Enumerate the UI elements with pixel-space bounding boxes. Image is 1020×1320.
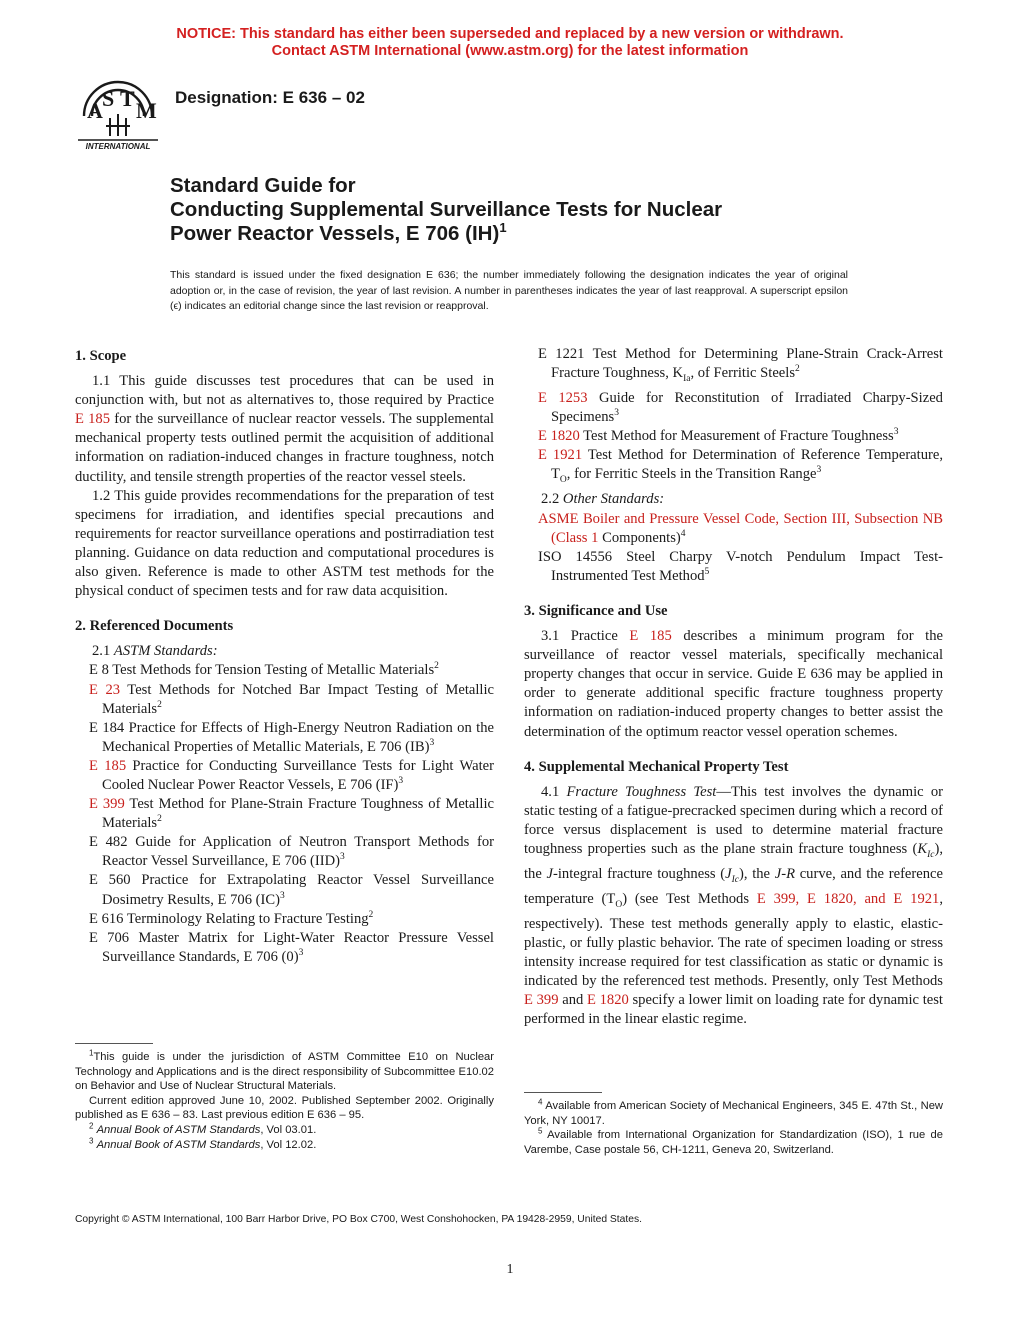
ref-e560: E 560 Practice for Extrapolating Reactor Vessel Surveillance Dosimetry Results, E 706 (IC)$^3$: [89, 872, 494, 908]
ref-e482: E 482 Guide for Application of Neutron Transport Methods for Reactor Vessel Surveillance, E 706 (IID)$^3$: [89, 834, 494, 870]
footnote-1: $^1$This guide is under the jurisdiction of ASTM Committee E10 on Nuclear Technology and Applications and is the direct responsibility of Subcommittee E10.02 on Behavior and Use of Nuclear Structural Materials.: [75, 1048, 494, 1093]
ref-e706: E 706 Master Matrix for Light-Water Reactor Pressure Vessel Surveillance Standards, E 706 $(0)^3$: [89, 929, 494, 965]
test-methods-link[interactable]: E 399, E 1820, and E 1921: [756, 890, 940, 907]
ref-e8: E 8 Test Methods for Tension Testing of Metallic Materials$^2$: [89, 661, 439, 679]
e185-ref-link[interactable]: E 185: [89, 757, 127, 774]
ref-e1820: E 1820 Test Method for Measurement of Fracture Toughness$^3$: [538, 427, 899, 445]
e185-significance-link[interactable]: E 185: [629, 628, 672, 645]
significance-heading: 3. Significance and Use: [524, 602, 668, 619]
e1253-link[interactable]: E 1253: [538, 390, 588, 407]
scope-heading: 1. Scope: [75, 348, 127, 364]
supplemental-heading: 4. Supplemental Mechanical Property Test: [524, 758, 789, 775]
ref-iso: ISO 14556 Steel Charpy V-notch Pendulum Impact Test-Instrumented Test Method$^5$: [538, 548, 943, 584]
astm-logo: [72, 76, 164, 152]
significance-para: 3.1 Practice E 185 describes a minimum program for the surveillance of reactor vessel materials, specifically mechanical property changes that occur in service. Guide E 636 may be applied in order to generate additional specific fracture toughness property information on radiation-induced property changes to better assist the determination of the optimum reactor vessel operation schemes.: [524, 628, 943, 740]
footnote-divider: [75, 1043, 153, 1044]
footnote-5: $^5$ Available from International Organization for Standardization (ISO), 1 rue de Varembe, Case postale 56, CH-1211, Geneva 20, Switzerland.: [524, 1126, 943, 1156]
e23-link[interactable]: E 23: [89, 681, 121, 698]
footnote-3: $^3$ Annual Book of ASTM Standards, Vol 12.02.: [89, 1135, 317, 1151]
title-footnote-mark: 1: [499, 220, 507, 236]
e1921-link[interactable]: E 1921: [538, 447, 583, 464]
e1820-link[interactable]: E 1820: [538, 428, 580, 445]
ref-e616: E 616 Terminology Relating to Fracture Testing$^2$: [89, 909, 374, 927]
notice-line-1: NOTICE: This standard has either been superseded and replaced by a new version or withdrawn.: [176, 26, 844, 42]
copyright: Copyright © ASTM International, 100 Barr Harbor Drive, PO Box C700, West Conshohocken, PA 19428-2959, United States.: [75, 1214, 642, 1225]
notice-line-2[interactable]: Contact ASTM International (www.astm.org) for the latest information: [271, 43, 749, 59]
astm-standards-label: 2.1 ASTM Standards:: [92, 643, 218, 660]
scope-para-2: 1.2 This guide provides recommendations for the preparation of test specimens for irradiation, and identifies special precautions and requirements for reactor surveillance operations and postirradiation test planning. Guidance on data reduction and computational procedures is also given. Reference is made to other ASTM test methods for the physical conduct of specimen tests and for raw data acquisition.: [75, 487, 494, 600]
ref-e185: E 185 Practice for Conducting Surveillance Tests for Light Water Cooled Nuclear Power Reactor Vessels, E 706 (IF)$^3$: [89, 757, 494, 793]
footnotes-right: [524, 1092, 943, 1157]
right-column: [524, 345, 943, 1030]
ref-e1221: E 1221 Test Method for Determining Plane-Strain Crack-Arrest Fracture Toughness, $K_{Ia}$, of Ferritic Steels$^2$: [538, 346, 943, 384]
document-title: [170, 174, 870, 246]
other-standards-label: 2.2 Other Standards:: [541, 491, 665, 508]
left-column: [75, 345, 494, 967]
footnote-2: $^2$ Annual Book of ASTM Standards, Vol 03.01.: [89, 1121, 317, 1136]
fracture-toughness-para: 4.1 Fracture Toughness Test—This test involves the dynamic or static testing of a fatigue-precracked specimen during which a record of force versus displacement is used to determine material fracture toughness properties such as the plane strain fracture toughness $(K_{Ic})$, the J-integral fracture toughness $(J_{Ic})$, the J-R curve, and the reference temperature $(T_O)$ (see Test Methods E 399, E 1820, and E 1921, respectively). These test methods generally apply to elastic, elastic-plastic, or fully plastic behavior. The rate of specimen loading or stress intensity increase required for test classification as static or dynamic is indicated by the referenced test methods. Presently, only Test Methods E 399 and E 1820 specify a lower limit on loading rate for dynamic test performed in the linear elastic regime.: [524, 783, 944, 1028]
e1820-text-link[interactable]: E 1820: [586, 992, 629, 1009]
e399-text-link[interactable]: E 399: [524, 992, 559, 1009]
svg-text:M: M: [136, 98, 157, 123]
ref-e23: E 23 Test Methods for Notched Bar Impact Testing of Metallic Materials$^2$: [89, 681, 494, 717]
designation: Designation: E 636 – 02: [175, 88, 365, 107]
referenced-heading: 2. Referenced Documents: [75, 618, 234, 635]
e185-link[interactable]: E 185: [75, 411, 111, 428]
svg-text:T: T: [120, 86, 135, 111]
footnote-4: $^4$ Available from American Society of Mechanical Engineers, 345 E. 47th St., New York, NY 10017.: [524, 1097, 943, 1127]
ref-e399: E 399 Test Method for Plane-Strain Fracture Toughness of Metallic Materials$^2$: [89, 796, 494, 832]
ref-e1253: E 1253 Guide for Reconstitution of Irradiated Charpy-Sized Specimens$^3$: [538, 390, 943, 426]
page-number: 1: [506, 1262, 514, 1277]
footnotes-left: [75, 1043, 494, 1152]
svg-text:A: A: [87, 98, 103, 123]
e399-link[interactable]: E 399: [89, 796, 125, 813]
title-line-3: Power Reactor Vessels, E 706 (IH): [170, 222, 500, 245]
title-line-1: Standard Guide for: [170, 174, 356, 197]
ref-e184: E 184 Practice for Effects of High-Energy Neutron Radiation on the Mechanical Properties of Metallic Materials, E 706 (IB)$^3$: [89, 719, 494, 755]
asme-link[interactable]: ASME Boiler and Pressure Vessel Code, Section III, Subsection NB (Class 1: [538, 510, 943, 546]
footnote-divider-right: [524, 1092, 602, 1093]
issue-note: This standard is issued under the fixed designation E 636; the number immediately following the designation indicates the year of original adoption or, in the case of revision, the year of last revision. A number in parentheses indicates the year of last reapproval. A superscript epsilon (ϵ) indicates an editorial change since the last revision or reapproval.: [170, 269, 848, 312]
svg-text:S: S: [102, 86, 115, 111]
scope-para-1: 1.1 This guide discusses test procedures that can be used in conjunction with, but not as alternatives to, those required by Practice E 185 for the surveillance of nuclear reactor vessels. The supplemental mechanical property tests outlined permit the acquisition of additional information on radiation-induced changes in fracture toughness, notch ductility, and tensile strength properties of the reactor vessel steels.: [75, 373, 494, 485]
supersede-notice: [0, 26, 1020, 60]
logo-caption: INTERNATIONAL: [85, 142, 151, 151]
ref-e1921: E 1921 Test Method for Determination of Reference Temperature, $T_O$, for Ferritic Steels in the Transition Range$^3$: [538, 447, 943, 486]
title-line-2: Conducting Supplemental Surveillance Tests for Nuclear: [170, 198, 723, 221]
footnote-1-edition: Current edition approved June 10, 2002. Published September 2002. Originally published as E 636 – 83. Last previous edition E 636 – 95.: [75, 1094, 494, 1122]
ref-asme: ASME Boiler and Pressure Vessel Code, Section III, Subsection NB (Class 1 Components)$^4$: [538, 510, 943, 546]
